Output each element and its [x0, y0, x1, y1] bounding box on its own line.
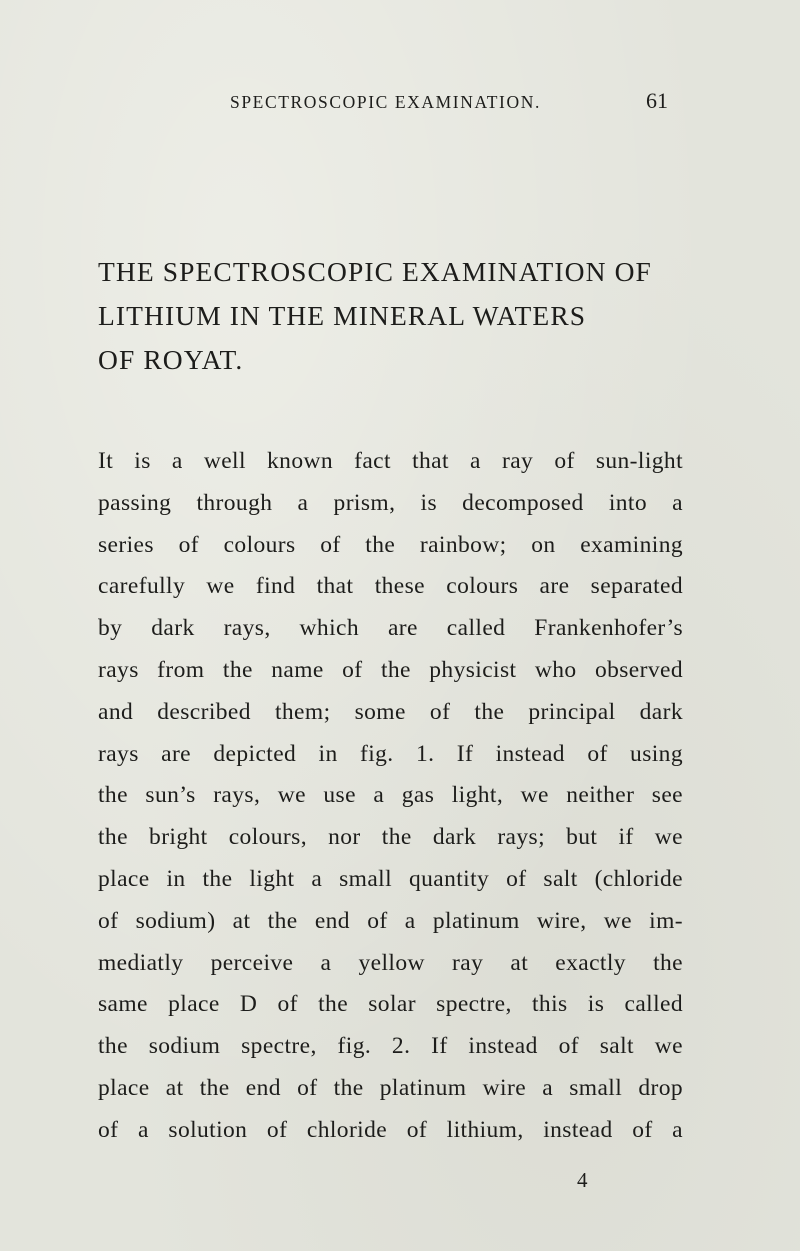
title-line: OF ROYAT.: [98, 344, 244, 375]
text-line: mediatly perceive a yellow ray at exactly the: [98, 949, 683, 976]
running-head: SPECTROSCOPIC EXAMINATION.: [230, 92, 541, 112]
text-line: place at the end of the platinum wire a small drop: [98, 1074, 683, 1101]
text-line: rays are depicted in fig. 1. If instead of using: [98, 740, 683, 767]
text-line: passing through a prism, is decomposed into a: [98, 489, 683, 516]
text-line: the sun’s rays, we use a gas light, we neither see: [98, 782, 683, 809]
text-line: place in the light a small quantity of salt (chloride: [98, 865, 683, 892]
text-line: by dark rays, which are called Frankenhofer’s: [98, 615, 683, 642]
text-line: and described them; some of the principal dark: [98, 698, 683, 725]
signature-mark: 4: [577, 1168, 588, 1192]
title-line: THE SPECTROSCOPIC EXAMINATION OF: [98, 256, 652, 287]
text-line: of sodium) at the end of a platinum wire, we im-: [98, 907, 683, 934]
text-line: of a solution of chloride of lithium, instead of a: [98, 1116, 683, 1143]
text-line: carefully we find that these colours are separated: [98, 573, 683, 600]
article-title: [98, 250, 698, 382]
text-line: rays from the name of the physicist who observed: [98, 656, 683, 683]
page-number: 61: [646, 88, 668, 113]
text-line: series of colours of the rainbow; on examining: [98, 531, 683, 558]
title-line: LITHIUM IN THE MINERAL WATERS: [98, 300, 587, 331]
text-line: the sodium spectre, fig. 2. If instead of salt we: [98, 1033, 683, 1060]
body-paragraph: [98, 441, 683, 1152]
text-line: the bright colours, nor the dark rays; but if we: [98, 824, 683, 851]
text-line: It is a well known fact that a ray of sun-light: [98, 448, 683, 474]
text-line: same place D of the solar spectre, this is called: [98, 991, 683, 1018]
